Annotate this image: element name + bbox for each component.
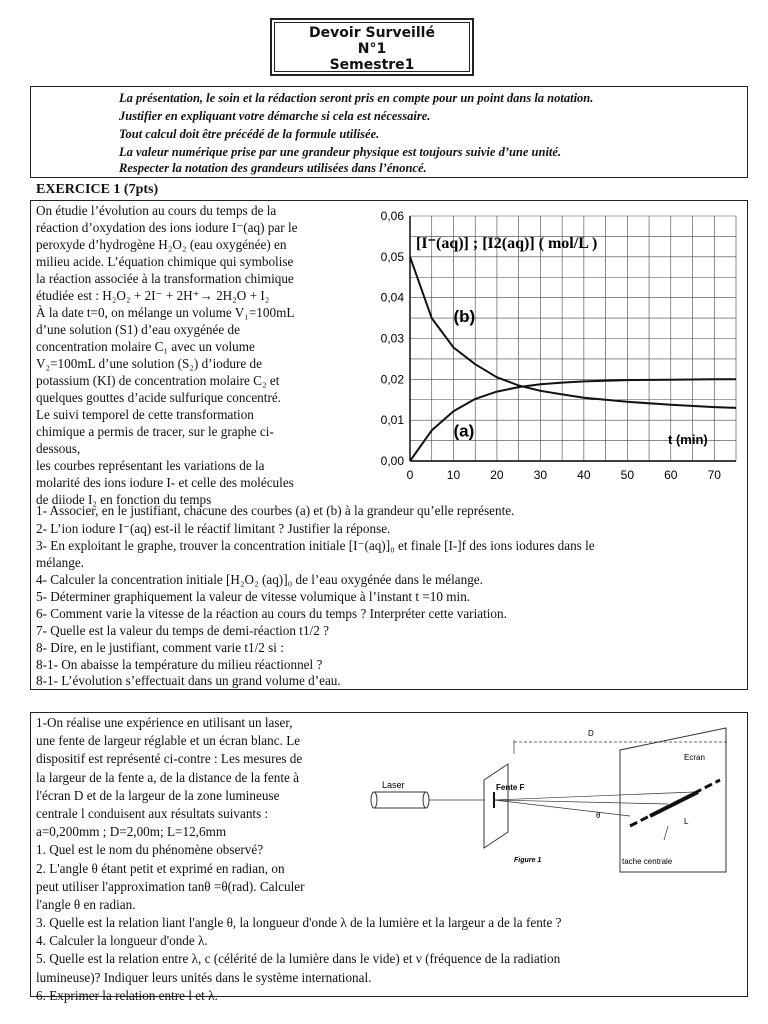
x-tick-label: 10 bbox=[446, 468, 461, 482]
y-tick-label: 0,05 bbox=[380, 249, 404, 264]
title-line-3: Semestre1 bbox=[329, 57, 415, 73]
question-line: 2- L’ion iodure I⁻(aq) est-il le réactif limitant ? Justifier la réponse. bbox=[36, 521, 391, 536]
slit-label: Fente F bbox=[496, 783, 525, 792]
exercise2-line: la largeur de la fente a, de la distance de la fente à bbox=[36, 769, 299, 785]
x-tick-label: 30 bbox=[533, 468, 548, 482]
theta-label: θ bbox=[596, 811, 601, 820]
exercise2-line: dispositif est représenté ci-contre : Les mesures de bbox=[36, 751, 303, 767]
question-line: 8- Dire, en le justifiant, comment varie t1/2 si : bbox=[36, 640, 284, 655]
intro-line: V₂=100mL d’une solution (S₂) d’iodure de bbox=[36, 356, 263, 371]
question-line: 3- En exploitant le graphe, trouver la concentration initiale [I⁻(aq)]₀ et finale [I-]f des ions iodures dans le bbox=[36, 538, 595, 553]
title-box bbox=[270, 18, 474, 76]
question-line: 6- Comment varie la vitesse de la réaction au cours du temps ? Interpréter cette variation. bbox=[36, 606, 507, 621]
instructions-box bbox=[30, 86, 748, 178]
question-line: 7- Quelle est la valeur du temps de demi-réaction t1/2 ? bbox=[36, 623, 329, 638]
exercise2-line: 5. Quelle est la relation entre λ, c (célérité de la lumière dans le vide) et ν (fréquence de la radiation bbox=[36, 951, 561, 967]
exercise2-line: 1-On réalise une expérience en utilisant un laser, bbox=[36, 715, 293, 730]
intro-line: Le suivi temporel de cette transformation bbox=[36, 407, 254, 422]
exercise2-line: 4. Calculer la longueur d'onde λ. bbox=[36, 933, 208, 949]
rule-line: Respecter la notation des grandeurs utilisées dans l’énoncé. bbox=[119, 161, 427, 175]
screen-plate bbox=[620, 728, 726, 872]
question-line: 4- Calculer la concentration initiale [H₂O₂ (aq)]₀ de l’eau oxygénée dans le mélange. bbox=[36, 572, 483, 587]
intro-line: étudiée est : H₂O₂ + 2I⁻ + 2H⁺→ 2H₂O + I₂ bbox=[36, 288, 270, 303]
intro-line: la réaction associée à la transformation chimique bbox=[36, 271, 294, 286]
x-tick-label: 70 bbox=[707, 468, 721, 482]
question-line: 8-1- On abaisse la température du milieu réactionnel ? bbox=[36, 657, 323, 672]
exercise2-line: 1. Quel est le nom du phénomène observé? bbox=[36, 842, 264, 858]
x-tick-label: 50 bbox=[620, 468, 635, 482]
rule-line: La valeur numérique prise par une grandeur physique est toujours suivie d’une unité. bbox=[119, 145, 562, 159]
rule-line: Tout calcul doit être précédé de la formule utilisée. bbox=[119, 127, 380, 141]
x-tick-label: 0 bbox=[406, 468, 414, 482]
y-tick-label: 0,03 bbox=[380, 331, 404, 346]
y-tick-label: 0,01 bbox=[380, 413, 404, 428]
intro-line: les courbes représentant les variations de la bbox=[36, 458, 265, 473]
exercise2-line: lumineuse)? Indiquer leurs unités dans le système international. bbox=[36, 969, 372, 985]
L-label: L bbox=[684, 817, 689, 826]
exercise2-line: l'angle θ en radian. bbox=[36, 896, 136, 912]
chart-ylabel: [I⁻(aq)] ; [I2(aq)] ( mol/L ) bbox=[416, 235, 598, 252]
exercise1-intro bbox=[36, 202, 348, 508]
laser-label: Laser bbox=[382, 780, 405, 790]
intro-line: concentration molaire C₁ avec un volume bbox=[36, 339, 255, 354]
diffraction-figure bbox=[368, 722, 740, 880]
series-label-a: (a) bbox=[453, 421, 475, 441]
y-tick-label: 0,02 bbox=[380, 372, 404, 387]
screen-label: Ecran bbox=[684, 753, 705, 762]
intro-line: On étudie l’évolution au cours du temps de la bbox=[36, 203, 277, 218]
exercise2-line: une fente de largeur réglable et un écran blanc. Le bbox=[36, 733, 301, 749]
intro-line: dessous, bbox=[36, 441, 81, 456]
question-line: 1- Associer, en le justifiant, chacune des courbes (a) et (b) à la grandeur qu’elle représente. bbox=[36, 503, 515, 518]
laser-icon bbox=[371, 792, 429, 808]
intro-line: de diiode I₂ en fonction du temps bbox=[36, 492, 212, 507]
exercise2-line: centrale l conduisent aux résultats suivants : bbox=[36, 805, 269, 821]
intro-line: d’une solution (S1) d’eau oxygénée de bbox=[36, 322, 240, 337]
exercise2-line: a=0,200mm ; D=2,00m; L=12,6mm bbox=[36, 824, 227, 840]
intro-line: milieu acide. L’équation chimique qui symbolise bbox=[36, 254, 294, 269]
rule-line: La présentation, le soin et la rédaction seront pris en compte pour un point dans la notation. bbox=[119, 91, 594, 105]
exercise2-line: peut utiliser l'approximation tanθ =θ(rad). Calculer bbox=[36, 878, 305, 894]
concentration-chart bbox=[350, 204, 746, 504]
rule-line: Justifier en expliquant votre démarche si cela est nécessaire. bbox=[119, 109, 431, 123]
question-line: 8-1- L’évolution s’effectuait dans un grand volume d’eau. bbox=[36, 673, 341, 688]
question-line: mélange. bbox=[36, 555, 84, 570]
exercise2-line: 6. Exprimer la relation entre l et λ. bbox=[36, 987, 218, 1003]
intro-line: chimique a permis de tracer, sur le graphe ci- bbox=[36, 424, 274, 439]
exercise2-line: l'écran D et de la largeur de la zone lumineuse bbox=[36, 787, 280, 803]
question-line: 5- Déterminer graphiquement la valeur de vitesse volumique à l’instant t =10 min. bbox=[36, 589, 471, 604]
x-tick-label: 40 bbox=[577, 468, 591, 482]
intro-line: molarité des ions iodure I- et celle des molécules bbox=[36, 475, 294, 490]
x-tick-label: 20 bbox=[490, 468, 504, 482]
exercise2-line: 3. Quelle est la relation liant l'angle θ, la longueur d'onde λ de la lumière et la largeur a de la fente ? bbox=[36, 915, 562, 931]
series-label-b: (b) bbox=[453, 307, 476, 327]
y-tick-label: 0,04 bbox=[380, 290, 404, 305]
exercise1-heading: EXERCICE 1 (7pts) bbox=[36, 182, 159, 197]
series-line-b bbox=[410, 257, 736, 408]
intro-line: À la date t=0, on mélange un volume V₁=100mL bbox=[36, 305, 295, 320]
intro-line: quelques gouttes d’acide sulfurique concentré. bbox=[36, 390, 281, 405]
figure-caption: Figure 1 bbox=[514, 857, 542, 864]
intro-line: peroxyde d’hydrogène H₂O₂ (eau oxygénée) en bbox=[36, 237, 287, 252]
title-line-1: Devoir Surveillé bbox=[309, 25, 435, 41]
distance-label: D bbox=[588, 729, 594, 738]
intro-line: réaction d’oxydation des ions iodure I⁻(aq) par le bbox=[36, 220, 298, 235]
title-line-2: N°1 bbox=[357, 41, 387, 57]
y-tick-label: 0,06 bbox=[380, 209, 404, 223]
x-tick-label: 60 bbox=[664, 468, 678, 482]
exercise2-line: 2. L'angle θ étant petit et exprimé en radian, on bbox=[36, 860, 285, 876]
intro-line: potassium (KI) de concentration molaire C₂ et bbox=[36, 373, 280, 388]
spot-label: tache centrale bbox=[622, 857, 673, 866]
y-tick-label: 0,00 bbox=[380, 454, 404, 468]
chart-xlabel: t (min) bbox=[668, 432, 708, 447]
slit-plate bbox=[484, 764, 508, 848]
